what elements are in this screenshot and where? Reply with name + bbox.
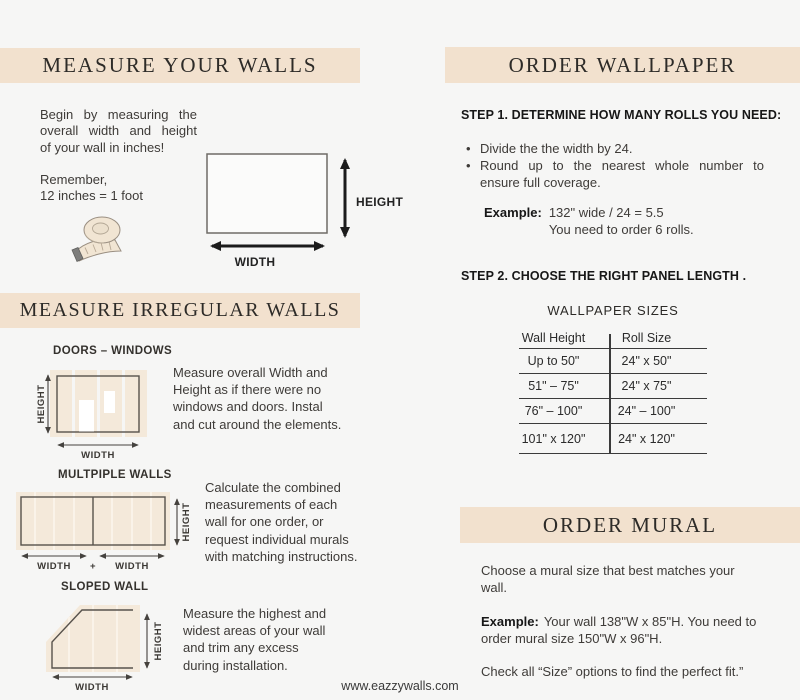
table-row [519, 399, 707, 424]
height-label: HEIGHT [36, 384, 47, 424]
multiple-walls-heading: MULTPIPLE WALLS [58, 469, 172, 481]
sloped-wall-text: Measure the highest and widest areas of your wall and trim any excess during installation. [183, 606, 327, 673]
wallpaper-sizes-title: WALLPAPER SIZES [547, 303, 679, 318]
section-header-measure-walls [0, 48, 360, 83]
wallpaper-sizes-table [519, 327, 707, 454]
door-shape [79, 400, 94, 432]
section-header-irregular-walls [0, 293, 360, 328]
section-title-irregular-walls: MEASURE IRREGULAR WALLS [19, 299, 341, 321]
mural-example-line2: order mural size 150"W x 96"H. [481, 631, 663, 647]
mural-intro-text: Choose a mural size that best matches your wall. [481, 563, 735, 596]
step2-heading: STEP 2. CHOOSE THE RIGHT PANEL LENGTH . [461, 269, 747, 283]
doors-windows-diagram [28, 362, 178, 462]
window-shape [104, 391, 115, 413]
bullet-dot: • [466, 158, 471, 173]
example-calculation: 132" wide / 24 = 5.5 [548, 205, 664, 220]
remember-note [40, 172, 210, 205]
table-row [519, 349, 707, 374]
width-label-right: WIDTH [115, 561, 149, 572]
bullet-item-round-up [466, 157, 764, 191]
section-title-order-wallpaper: ORDER WALLPAPER [508, 52, 737, 77]
mural-check-sizes-text: Check all “Size” options to find the perfect fit.” [481, 664, 744, 679]
width-label: WIDTH [81, 450, 115, 461]
multiple-walls-diagram [16, 486, 206, 574]
step1-heading: STEP 1. DETERMINE HOW MANY ROLLS YOU NEED: [461, 108, 782, 122]
bullet-text-divide: Divide the the width by 24. [480, 141, 633, 156]
cell-roll-size: 24" x 50" [621, 354, 672, 368]
column-header-wall-height: Wall Height [521, 330, 586, 345]
cell-roll-size: 24" x 120" [618, 431, 675, 446]
height-label: HEIGHT [181, 502, 192, 542]
table-row [519, 424, 707, 454]
multiple-walls-text: Calculate the combined measurements of each wall for one order, or request individual murals with matching instructions. [205, 480, 358, 564]
section-header-order-mural [460, 507, 800, 543]
cell-roll-size: 24" x 75" [621, 379, 672, 393]
table-row [519, 374, 707, 399]
cell-roll-size: 24" – 100" [617, 404, 676, 418]
cell-wall-height: 76" – 100" [524, 404, 583, 418]
example-values [549, 205, 694, 238]
tape-measure-icon [64, 210, 136, 266]
wall-dimensions-diagram [200, 145, 405, 275]
doors-windows-text: Measure overall Width and Height as if there were no windows and doors. Instal and cut around the elements. [173, 365, 342, 432]
column-header-roll-size: Roll Size [621, 330, 672, 345]
height-label: HEIGHT [356, 195, 404, 209]
step1-example [484, 205, 694, 238]
table-header-row [519, 327, 707, 349]
website-url: www.eazzywalls.com [341, 679, 459, 693]
plus-sign: + [89, 561, 97, 572]
mural-example-line1 [481, 613, 800, 630]
bullet-item-divide [466, 140, 764, 157]
example-label: Example: [481, 614, 539, 629]
mural-example [481, 613, 800, 648]
doors-windows-heading: DOORS – WINDOWS [53, 345, 173, 357]
bullet-text-round-up: Round up to the nearest whole number to ensure full coverage. [480, 158, 764, 190]
height-label: HEIGHT [153, 621, 164, 661]
width-label-left: WIDTH [37, 561, 71, 572]
sloped-wall-heading: SLOPED WALL [61, 581, 149, 593]
cell-wall-height: 101" x 120" [521, 431, 586, 446]
width-label: WIDTH [75, 682, 109, 693]
intro-paragraph: Begin by measuring the overall width and height of your wall in inches! [40, 107, 197, 155]
step1-bullets [466, 140, 764, 191]
section-title-order-mural: ORDER MURAL [542, 512, 718, 537]
wall-rectangle [207, 154, 327, 233]
bullet-dot: • [466, 141, 471, 156]
remember-line1: Remember, [40, 172, 108, 187]
remember-line2: 12 inches = 1 foot [40, 188, 143, 204]
example-label: Example: [484, 205, 542, 220]
table-column-divider [609, 334, 611, 454]
section-title-measure-walls: MEASURE YOUR WALLS [42, 53, 318, 77]
width-label: WIDTH [234, 255, 276, 269]
example-result: You need to order 6 rolls. [548, 221, 694, 237]
cell-wall-height: Up to 50" [527, 354, 580, 368]
section-header-order-wallpaper [445, 47, 800, 83]
cell-wall-height: 51" – 75" [528, 379, 579, 393]
mural-example-rest: Your wall 138"W x 85"H. You need to [543, 614, 757, 629]
